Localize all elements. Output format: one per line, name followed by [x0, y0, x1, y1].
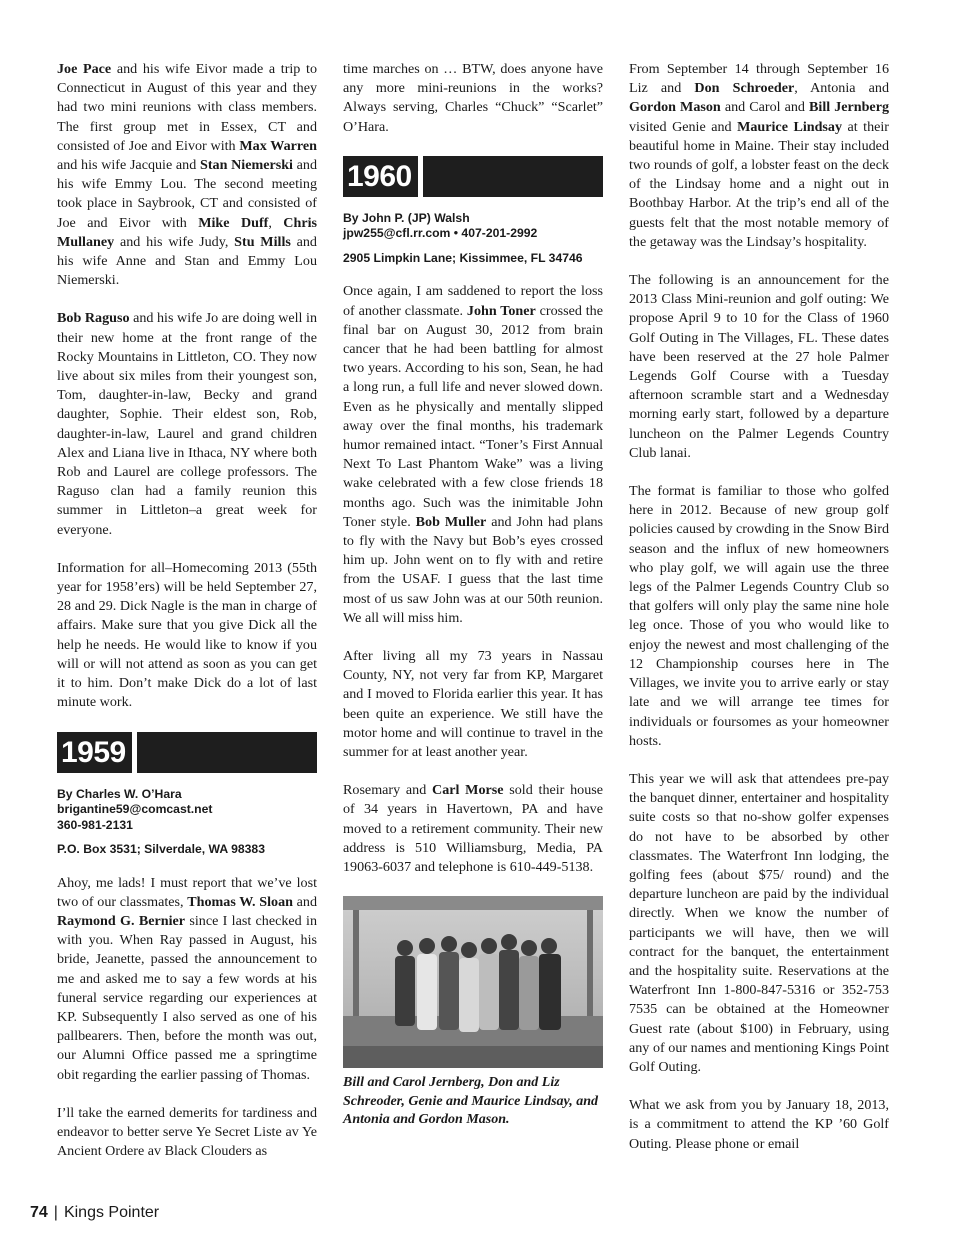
- name-gordon-mason: Gordon Mason: [629, 99, 721, 116]
- name-mike-duff: Mike Duff: [198, 214, 269, 231]
- footer-separator: |: [53, 1204, 58, 1221]
- column-2: [343, 60, 603, 1130]
- class-1959-header: [57, 732, 317, 773]
- paragraph-bob-raguso: Bob Raguso and his wife Jo are doing well in their new home at the front range of the Rocky Mountains in Littleton, CO. They now live about six miles from their youngest son, Tom, daughter-in-law, Becky and grand daughter, Sophie. Their eldest son, Rob, daughter-in-law, Laurel and grand children Alex and Liana live in Ithaca, NY where both Rob and Laurel are college professors. The Raguso clan had a family reunion this summer in Littleton–a great week for everyone.: [57, 310, 318, 538]
- paragraph-announcement: The following is an announcement for the 2013 Class Mini-reunion and golf outing: We propose April 9 to 10 for the Class of 1960 Golf Outing in The Villages, FL. These dates have been reserved at the 27 hole Palmer Legends Golf Course with a Tuesday afternoon scramble start and a Wednesday morning early start, followed by a departure luncheon on the Palmer Legends Country Club lanai.: [629, 272, 889, 461]
- paragraph-ahoy: Ahoy, me lads! I must report that we’ve lost two of our classmates, Thomas W. Sloan and Raymond G. Bernier since I last checked in with you. When Ray passed in August, his bride, Jeanette, passed the announcement to me and asked me to say a few words at his funeral service regarding our experiences at KP. Subsequently I also served as one of his pallbearers. Then, before the month was out, our Alumni Office passed me a springtime obit regarding the earlier passing of Thomas.: [57, 874, 317, 1083]
- publication-name: Kings Pointer: [63, 1204, 160, 1221]
- column-3: [629, 60, 889, 1154]
- author-1959: By Charles W. O’Hara: [57, 786, 182, 801]
- name-bob-muller: Bob Muller: [415, 513, 487, 530]
- name-bob-raguso: Bob Raguso: [57, 310, 130, 327]
- paragraph-homecoming: Information for all–Homecoming 2013 (55th year for 1958’ers) will be held September 27, 28 and 29. Dick Nagle is the man in charge of affairs. Make sure that you give Dick all the help he needs. He would like to know if you will or will not attend as soon as you can get it to him. Don’t make Dick do a lot of last minute work.: [57, 559, 317, 711]
- phone-1959: 360-981-2131: [57, 817, 133, 832]
- page-number: 74: [30, 1204, 48, 1221]
- contact-1960: jpw255@cfl.rr.com • 407-201-2992: [343, 226, 538, 241]
- paragraph-format: The format is familiar to those who golfed here in 2012. Because of new group golf policies caused by crowding in the Snow Bird season and the influx of new homeowners who play golf, we will again use the three legs of the Palmer Legends Country Club so that golfers will only play the same nine hole leg once. Those of you who would like to enjoy the newest and most challenging of the 12 Championship courses here in The Villages, we invite you to arrive early or stay late and we will arrange tee times for individuals or foursomes as your homeowner hosts.: [629, 483, 889, 749]
- group-photo: [343, 896, 603, 1068]
- name-thomas-sloan: Thomas W. Sloan: [187, 893, 293, 910]
- class-1960-header: [343, 156, 603, 197]
- paragraph-time-marches: time marches on … BTW, does anyone have any more mini-reunions in the works? Always serving, Charles “Chuck” “Scarlet” O’Hara.: [343, 61, 603, 135]
- paragraph-prepay: This year we will ask that attendees pre-pay the banquet dinner, entertainer and hospitality suite costs so that no-show golfer expenses do not have to be absorbed by other classmates. The Waterfront Inn lodging, the golfing fees (about $75/ round) and the departure luncheon are paid by the individual directly. When we know the number of participants we will have, then we will contract for the banquet, the entertainment and the hospitality suite. Reservations at the Waterfront Inn 1-800-847-5316 or 352-753 7535 can be obtained at the Homeowner Guest rate (about $100) in February, using any of our names and mentioning Kings Point Golf Outing.: [629, 770, 889, 1075]
- paragraph-joe-pace: Joe Pace and his wife Eivor made a trip to Connecticut in August of this year and they had two mini reunions with class members. The first group met in Essex, CT and consisted of Joe and Eivor with Max Warren and his wife Jacquie and Stan Niemerski and his wife Emmy Lou. The second meeting took place in Saybrook, CT and consisted of Joe and Eivor with Mike Duff, Chris Mullaney and his wife Judy, Stu Mills and his wife Anne and Stan and Emmy Lou Niemerski.: [57, 61, 318, 289]
- name-stu-mills: Stu Mills: [234, 233, 291, 250]
- photo-caption: Bill and Carol Jernberg, Don and Liz Schreoder, Genie and Maurice Lindsay, and Antonia and Gordon Mason.: [343, 1075, 598, 1128]
- name-raymond-bernier: Raymond G. Bernier: [57, 912, 186, 929]
- email-1959: brigantine59@comcast.net: [57, 802, 213, 816]
- address-1960: 2905 Limpkin Lane; Kissimmee, FL 34746: [343, 250, 583, 265]
- paragraph-john-toner: Once again, I am saddened to report the loss of another classmate. John Toner crossed the final bar on August 30, 2012 from brain cancer that he had been battling for almost two years. According to his son, Sean, he had a long run, a full life and never slowed down. Even as he physically and mentally slipped away over the final months, his trademark humor remained intact. “Toner’s First Annual Next To Last Phantom Wake” was a living wake celebrated with a few close friends 18 months ago. Such was the inimitable John Toner style. Bob Muller and John had plans to fly with the Navy but Bob’s eyes crossed him up. John went on to fly with and retire from the USAF. I guess that the last time most of us saw John was at our 50th reunion. We all will miss him.: [343, 283, 604, 626]
- paragraph-carl-morse: Rosemary and Carl Morse sold their house of 34 years in Havertown, PA and have moved to a retirement community. Their new address is 510 Williamsburg, Media, PA 19063-6037 and telephone is 610-449-5138.: [343, 782, 603, 875]
- author-1960: By John P. (JP) Walsh: [343, 210, 470, 225]
- header-bar: [137, 732, 317, 773]
- paragraph-nassau: After living all my 73 years in Nassau County, NY, not very far from KP, Margaret and I moved to Florida earlier this year. It has been quite an experience. We still have the motor home and will continue to travel in the summer for at least another year.: [343, 647, 603, 760]
- name-max-warren: Max Warren: [239, 137, 317, 154]
- byline-1960: [343, 211, 603, 242]
- name-chris-mullaney: Chris Mullaney: [57, 214, 317, 250]
- name-maurice-lindsay: Maurice Lindsay: [737, 118, 843, 135]
- column-1: [57, 60, 317, 1161]
- paragraph-maine-visit: From September 14 through September 16 Liz and Don Schroeder, Antonia and Gordon Mason and Carol and Bill Jernberg visited Genie and Maurice Lindsay at their beautiful home in Maine. Their stay included two rounds of golf, a lobster feast on the deck of the Lindsay home and a night out in Boothbay Harbor. At the trip’s end all of the guests felt that the most notable memory of the getaway was the Lindsay’s hospitality.: [629, 61, 890, 250]
- page-footer: [30, 1204, 159, 1222]
- paragraph-demerits: I’ll take the earned demerits for tardiness and endeavor to better serve Ye Secret Liste av Ye Ancient Ordere av Black Clouders as: [57, 1104, 317, 1160]
- byline-1959: [57, 787, 317, 834]
- paragraph-commitment: What we ask from you by January 18, 2013, is a commitment to attend the KP ’60 Golf Outing. Please phone or email: [629, 1097, 889, 1152]
- name-joe-pace: Joe Pace: [57, 61, 112, 77]
- name-john-toner: John Toner: [466, 302, 536, 319]
- name-carl-morse: Carl Morse: [432, 782, 504, 799]
- name-bill-jernberg: Bill Jernberg: [809, 99, 889, 116]
- address-1959: P.O. Box 3531; Silverdale, WA 98383: [57, 842, 265, 856]
- name-stan-niemerski: Stan Niemerski: [199, 157, 293, 174]
- class-year-1960: 1960: [343, 156, 418, 197]
- header-bar: [423, 156, 603, 197]
- class-year-1959: 1959: [57, 732, 132, 773]
- name-don-schroeder: Don Schroeder: [694, 80, 795, 97]
